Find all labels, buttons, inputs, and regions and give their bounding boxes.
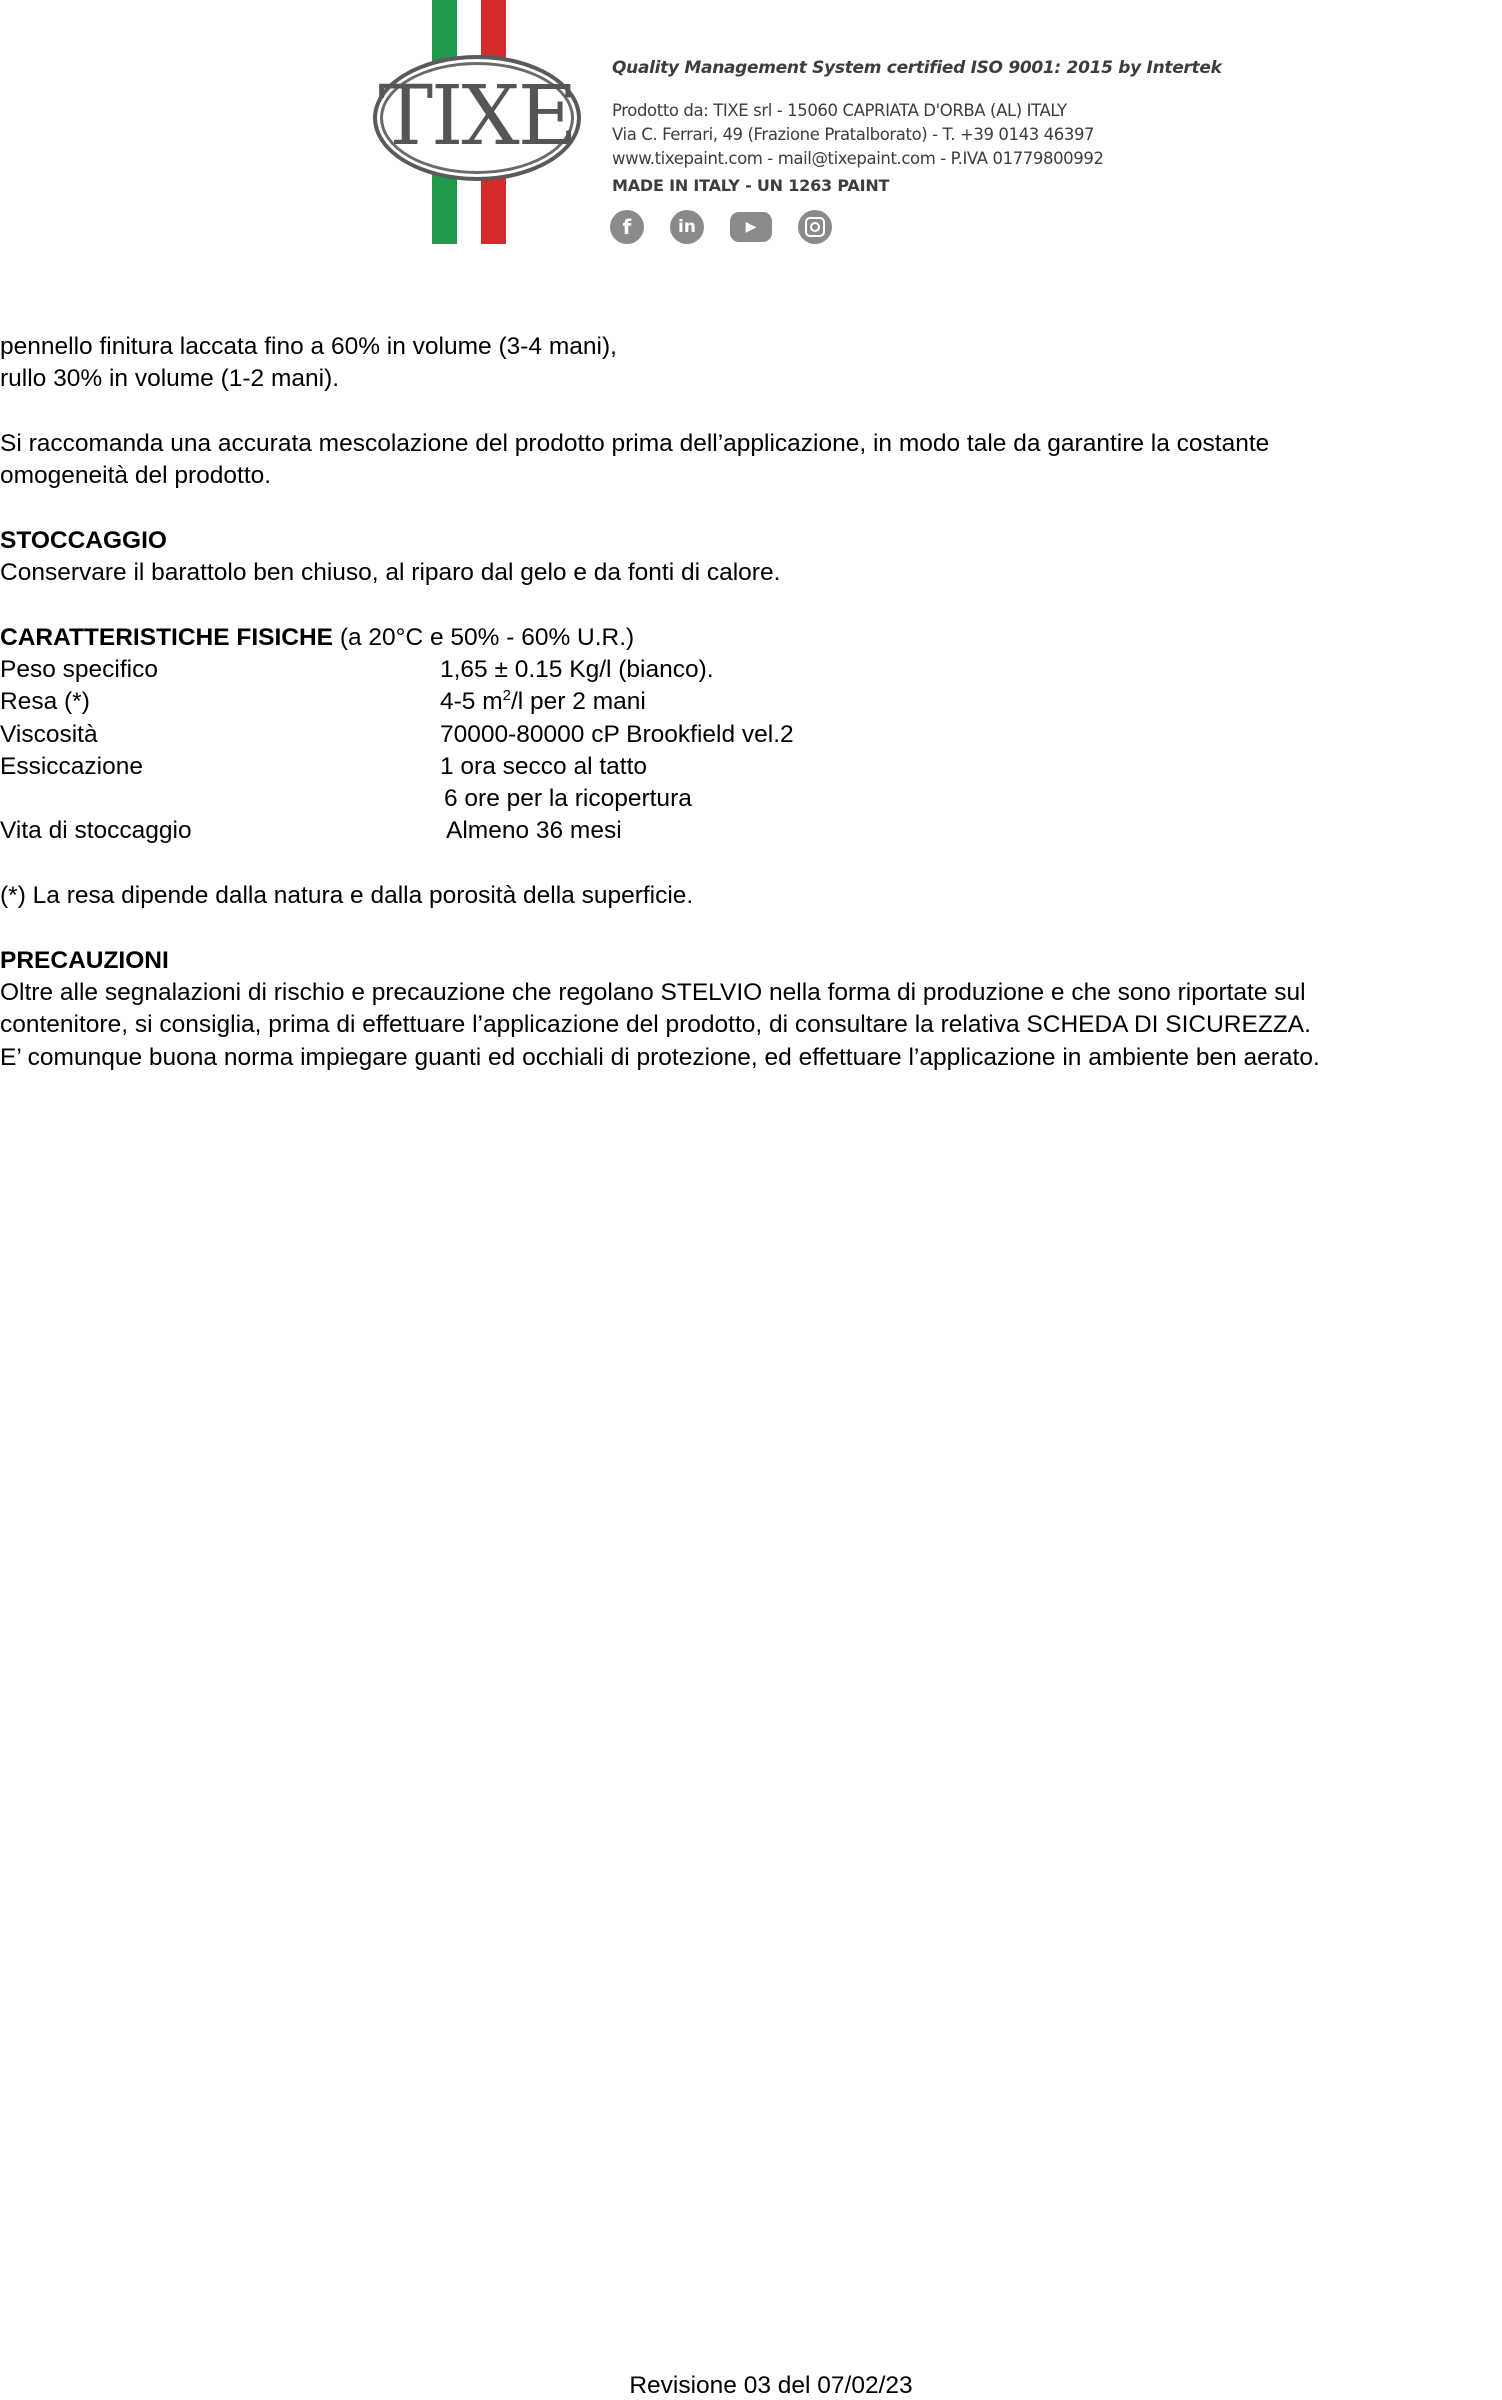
document-body [0, 331, 1502, 1074]
physical-heading [0, 622, 1502, 654]
property-row [0, 686, 1502, 718]
property-value: 6 ore per la ricopertura [444, 785, 692, 813]
company-logo: TIXE [378, 69, 576, 164]
company-address-line: Via C. Ferrari, 49 (Frazione Pratalborato) - T. +39 0143 46397 [612, 125, 1095, 144]
social-links [610, 210, 832, 244]
youtube-icon[interactable]: ▶ [730, 212, 772, 242]
precautions-heading: PRECAUZIONI [0, 946, 169, 974]
property-label: Peso specifico [0, 655, 158, 683]
property-row [0, 719, 1502, 751]
application-text: pennello finitura laccata fino a 60% in volume (3-4 mani), [0, 333, 617, 360]
quality-certification: Quality Management System certified ISO 9001: 2015 by Intertek [612, 58, 1222, 78]
property-value: 4-5 $m^2/l$ per 2 mani [440, 687, 646, 716]
property-row [0, 751, 1502, 783]
precautions-text: E’ comunque buona norma impiegare guanti ed occhiali di protezione, ed effettuare l’applicazione in ambiente ben aerato. [0, 1043, 1320, 1071]
physical-heading-condition: (a 20°C e 50% - 60% U.R.) [333, 623, 635, 651]
property-label: Resa (*) [0, 688, 90, 716]
property-value: 1 ora secco al tatto [440, 752, 648, 780]
revision-footer [0, 2372, 1502, 2400]
property-value: 70000-80000 cP Brookfield vel.2 [440, 720, 794, 748]
linkedin-icon[interactable]: in [670, 210, 704, 244]
mixing-text: Si raccomanda una accurata mescolazione del prodotto prima dell’applicazione, in modo tale da garantire la costante [0, 429, 1270, 457]
company-address-line: Prodotto da: TIXE srl - 15060 CAPRIATA D'ORBA (AL) ITALY [612, 101, 1067, 120]
property-value: Almeno 36 mesi [446, 817, 622, 845]
company-contact-line: www.tixepaint.com - mail@tixepaint.com - P.IVA 01779800992 [612, 149, 1104, 168]
made-in-italy-label: MADE IN ITALY - UN 1263 PAINT [612, 176, 890, 195]
property-row [0, 783, 1502, 815]
property-label: Essiccazione [0, 752, 143, 780]
yield-note: (*) La resa dipende dalla natura e dalla porosità della superficie. [0, 882, 694, 910]
mixing-text: omogeneità del prodotto. [0, 462, 272, 490]
property-label: Vita di stoccaggio [0, 817, 192, 845]
letterhead [0, 0, 1502, 260]
property-label: Viscosità [0, 720, 98, 748]
storage-heading: STOCCAGGIO [0, 526, 167, 554]
revision-label: Revisione 03 del 07/02/23 [629, 2372, 913, 2399]
property-row [0, 654, 1502, 686]
physical-heading-title: CARATTERISTICHE FISICHE [0, 623, 334, 651]
property-row [0, 815, 1502, 847]
instagram-icon[interactable] [798, 210, 832, 244]
storage-text: Conservare il barattolo ben chiuso, al riparo dal gelo e da fonti di calore. [0, 559, 781, 587]
precautions-text: contenitore, si consiglia, prima di effettuare l’applicazione del prodotto, di consultare la relativa SCHEDA DI SICUREZZA. [0, 1011, 1311, 1039]
facebook-icon[interactable]: f [610, 210, 644, 244]
property-value: 1,65 ± 0.15 Kg/l (bianco). [440, 655, 714, 683]
precautions-text: Oltre alle segnalazioni di rischio e precauzione che regolano STELVIO nella forma di produzione e che sono riportate sul [0, 978, 1306, 1006]
application-text: rullo 30% in volume (1-2 mani). [0, 365, 340, 393]
